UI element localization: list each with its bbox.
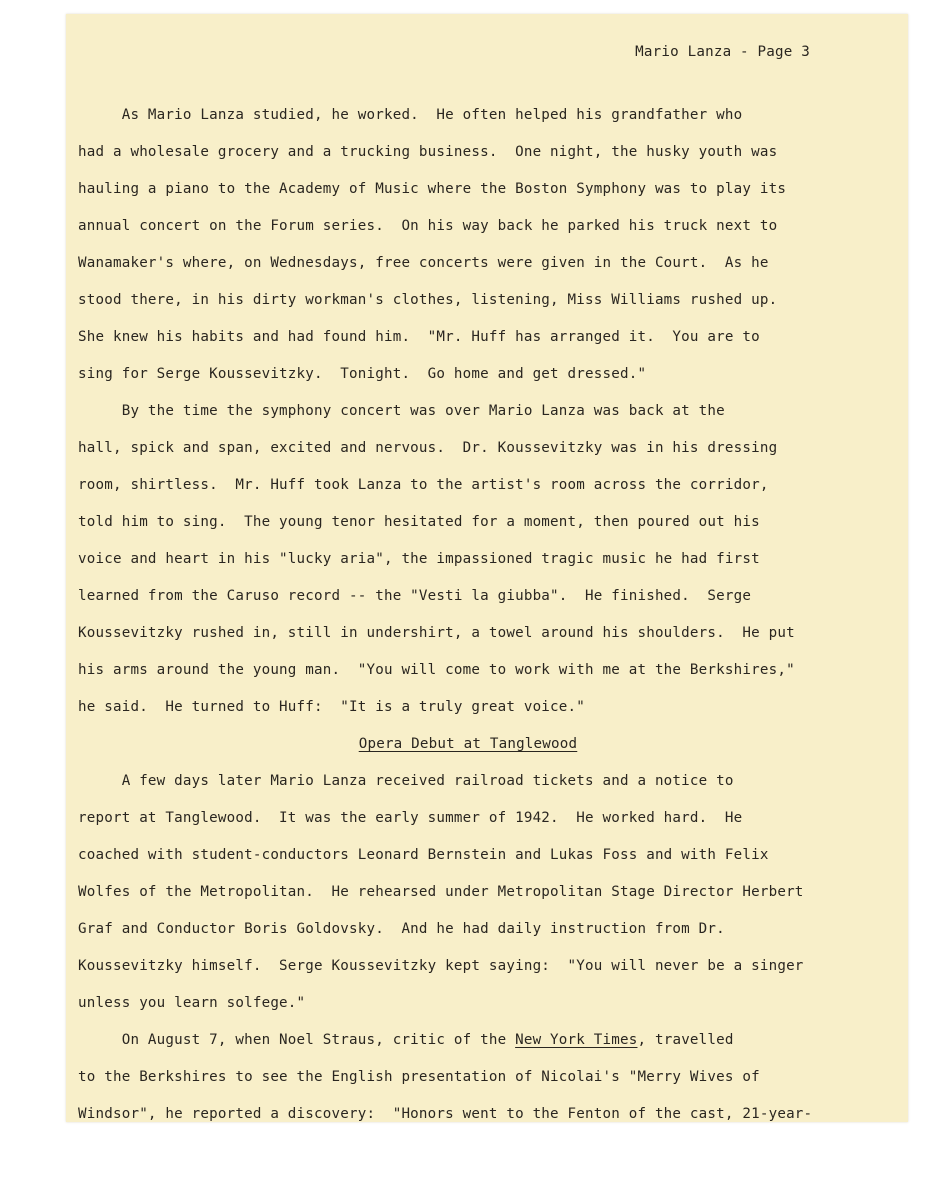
text-line: sing for Serge Koussevitzky. Tonight. Go home and get dressed."	[78, 366, 647, 382]
section-heading: Opera Debut at Tanglewood	[358, 736, 578, 752]
text-line: stood there, in his dirty workman's clothes, listening, Miss Williams rushed up.	[78, 292, 778, 308]
text-line: coached with student-conductors Leonard Bernstein and Lukas Foss and with Felix	[78, 847, 769, 863]
text-line: hall, spick and span, excited and nervous. Dr. Koussevitzky was in his dressing	[78, 440, 778, 456]
body-text	[78, 97, 898, 1133]
paragraph	[78, 1022, 898, 1133]
text-line: A few days later Mario Lanza received railroad tickets and a notice to	[78, 773, 734, 789]
text-line: had a wholesale grocery and a trucking business. One night, the husky youth was	[78, 144, 778, 160]
text-line: Wanamaker's where, on Wednesdays, free concerts were given in the Court. As he	[78, 255, 769, 271]
text-line: hauling a piano to the Academy of Music where the Boston Symphony was to play its	[78, 181, 787, 197]
text-line: voice and heart in his "lucky aria", the impassioned tragic music he had first	[78, 551, 760, 567]
text-line: annual concert on the Forum series. On his way back he parked his truck next to	[78, 218, 778, 234]
text-line: She knew his habits and had found him. "Mr. Huff has arranged it. You are to	[78, 329, 760, 345]
manuscript-page	[66, 14, 908, 1122]
text-line: Koussevitzky himself. Serge Koussevitzky kept saying: "You will never be a singer	[78, 958, 804, 974]
text-line: told him to sing. The young tenor hesitated for a moment, then poured out his	[78, 514, 760, 530]
text-line: room, shirtless. Mr. Huff took Lanza to the artist's room across the corridor,	[78, 477, 769, 493]
text-segment: On August 7, when Noel Straus, critic of the	[78, 1032, 516, 1048]
text-line: By the time the symphony concert was over Mario Lanza was back at the	[78, 403, 725, 419]
paragraph	[78, 393, 898, 726]
newspaper-title: New York Times	[515, 1032, 638, 1048]
text-line: unless you learn solfege."	[78, 995, 306, 1011]
running-header: Mario Lanza - Page 3	[635, 44, 810, 60]
text-line: Wolfes of the Metropolitan. He rehearsed under Metropolitan Stage Director Herbert	[78, 884, 804, 900]
text-segment: , travelled	[637, 1032, 734, 1048]
text-line: Graf and Conductor Boris Goldovsky. And he had daily instruction from Dr.	[78, 921, 725, 937]
text-line: he said. He turned to Huff: "It is a truly great voice."	[78, 699, 586, 715]
text-line: Windsor", he reported a discovery: "Honors went to the Fenton of the cast, 21-year-	[78, 1106, 813, 1122]
text-line: his arms around the young man. "You will come to work with me at the Berkshires,"	[78, 662, 795, 678]
text-line: As Mario Lanza studied, he worked. He often helped his grandfather who	[78, 107, 743, 123]
text-line: learned from the Caruso record -- the "Vesti la giubba". He finished. Serge	[78, 588, 752, 604]
text-line: to the Berkshires to see the English presentation of Nicolai's "Merry Wives of	[78, 1069, 760, 1085]
paragraph	[78, 97, 898, 393]
text-line: report at Tanglewood. It was the early summer of 1942. He worked hard. He	[78, 810, 743, 826]
text-line: Koussevitzky rushed in, still in undershirt, a towel around his shoulders. He put	[78, 625, 795, 641]
paragraph	[78, 763, 898, 1022]
text-line	[78, 1022, 898, 1059]
